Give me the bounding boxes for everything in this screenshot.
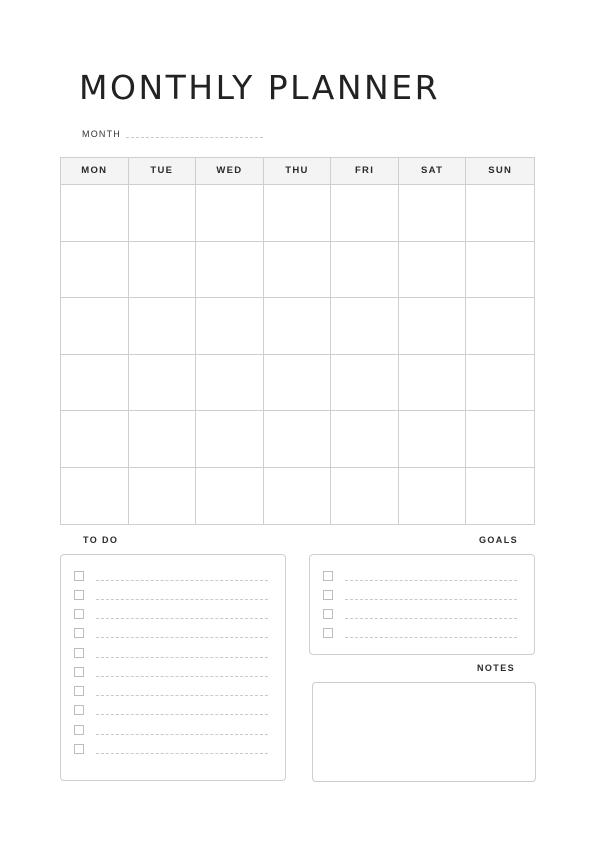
page-title: MONTHLY PLANNER (79, 68, 441, 107)
todo-checkbox[interactable] (74, 725, 84, 735)
todo-item (74, 628, 268, 638)
calendar-day-cell[interactable] (399, 468, 467, 525)
todo-checkbox[interactable] (74, 590, 84, 600)
todo-checkbox[interactable] (74, 667, 84, 677)
todo-item (74, 725, 268, 735)
calendar-day-cell[interactable] (61, 355, 129, 412)
calendar-day-cell[interactable] (196, 185, 264, 242)
calendar-day-cell[interactable] (331, 185, 399, 242)
calendar-weekday-header (61, 158, 534, 185)
todo-write-line[interactable] (96, 657, 268, 658)
calendar-day-cell[interactable] (129, 298, 197, 355)
calendar-day-cell[interactable] (129, 468, 197, 525)
weekday-fri: FRI (331, 158, 399, 184)
calendar-day-cell[interactable] (196, 411, 264, 468)
weekday-thu: THU (264, 158, 332, 184)
goal-checkbox[interactable] (323, 628, 333, 638)
todo-checkbox[interactable] (74, 609, 84, 619)
weekday-mon: MON (61, 158, 129, 184)
todo-write-line[interactable] (96, 599, 268, 600)
goal-checkbox[interactable] (323, 609, 333, 619)
calendar-day-cell[interactable] (466, 468, 534, 525)
goal-item (323, 628, 517, 638)
calendar-day-cell[interactable] (399, 298, 467, 355)
calendar-day-cell[interactable] (61, 468, 129, 525)
goals-box (309, 554, 535, 655)
calendar-day-cell[interactable] (466, 298, 534, 355)
weekday-sun: SUN (488, 165, 513, 176)
todo-item (74, 648, 268, 658)
calendar-day-cell[interactable] (399, 355, 467, 412)
todo-label: TO DO (83, 535, 119, 545)
todo-write-line[interactable] (96, 637, 268, 638)
calendar-days (61, 185, 534, 524)
todo-item (74, 590, 268, 600)
weekday-wed: WED (196, 158, 264, 184)
calendar-day-cell[interactable] (399, 242, 467, 299)
weekday-sat: SAT (399, 158, 467, 184)
calendar-day-cell[interactable] (466, 185, 534, 242)
todo-item (74, 571, 268, 581)
calendar-day-cell[interactable] (196, 355, 264, 412)
month-label: MONTH (82, 129, 121, 139)
todo-checkbox[interactable] (74, 686, 84, 696)
todo-item (74, 744, 268, 754)
calendar-day-cell[interactable] (264, 298, 332, 355)
todo-item (74, 609, 268, 619)
todo-item (74, 705, 268, 715)
calendar-day-cell[interactable] (264, 355, 332, 412)
todo-write-line[interactable] (96, 618, 268, 619)
todo-checkbox[interactable] (74, 628, 84, 638)
todo-write-line[interactable] (96, 734, 268, 735)
calendar-day-cell[interactable] (466, 242, 534, 299)
todo-item (74, 667, 268, 677)
goal-item (323, 609, 517, 619)
goal-checkbox[interactable] (323, 571, 333, 581)
notes-box[interactable] (312, 682, 536, 782)
todo-checkbox[interactable] (74, 571, 84, 581)
todo-item (74, 686, 268, 696)
calendar-day-cell[interactable] (264, 242, 332, 299)
calendar-day-cell[interactable] (264, 411, 332, 468)
calendar-day-cell[interactable] (129, 185, 197, 242)
calendar-day-cell[interactable] (129, 355, 197, 412)
month-write-line[interactable] (126, 137, 263, 138)
calendar-day-cell[interactable] (331, 468, 399, 525)
todo-checkbox[interactable] (74, 705, 84, 715)
calendar-day-cell[interactable] (466, 355, 534, 412)
todo-box (60, 554, 286, 781)
todo-write-line[interactable] (96, 676, 268, 677)
goals-label: GOALS (479, 535, 519, 545)
todo-checkbox[interactable] (74, 648, 84, 658)
calendar-day-cell[interactable] (61, 185, 129, 242)
calendar-day-cell[interactable] (196, 298, 264, 355)
month-field (82, 125, 263, 139)
notes-label: NOTES (477, 663, 516, 673)
calendar-day-cell[interactable] (331, 411, 399, 468)
calendar-day-cell[interactable] (264, 468, 332, 525)
calendar-day-cell[interactable] (61, 242, 129, 299)
calendar-day-cell[interactable] (264, 185, 332, 242)
todo-write-line[interactable] (96, 580, 268, 581)
calendar-day-cell[interactable] (331, 298, 399, 355)
calendar-day-cell[interactable] (466, 411, 534, 468)
calendar-grid (60, 157, 535, 525)
todo-write-line[interactable] (96, 695, 268, 696)
calendar-day-cell[interactable] (399, 185, 467, 242)
calendar-day-cell[interactable] (196, 242, 264, 299)
calendar-day-cell[interactable] (61, 298, 129, 355)
todo-write-line[interactable] (96, 753, 268, 754)
goal-write-line[interactable] (345, 580, 517, 581)
todo-checkbox[interactable] (74, 744, 84, 754)
goal-write-line[interactable] (345, 599, 517, 600)
calendar-day-cell[interactable] (129, 242, 197, 299)
calendar-day-cell[interactable] (331, 242, 399, 299)
calendar-day-cell[interactable] (129, 411, 197, 468)
calendar-day-cell[interactable] (196, 468, 264, 525)
goal-write-line[interactable] (345, 618, 517, 619)
weekday-tue: TUE (129, 158, 197, 184)
calendar-day-cell[interactable] (331, 355, 399, 412)
goal-write-line[interactable] (345, 637, 517, 638)
goal-item (323, 571, 517, 581)
calendar-day-cell[interactable] (399, 411, 467, 468)
goal-checkbox[interactable] (323, 590, 333, 600)
calendar-day-cell[interactable] (61, 411, 129, 468)
goal-item (323, 590, 517, 600)
todo-write-line[interactable] (96, 714, 268, 715)
